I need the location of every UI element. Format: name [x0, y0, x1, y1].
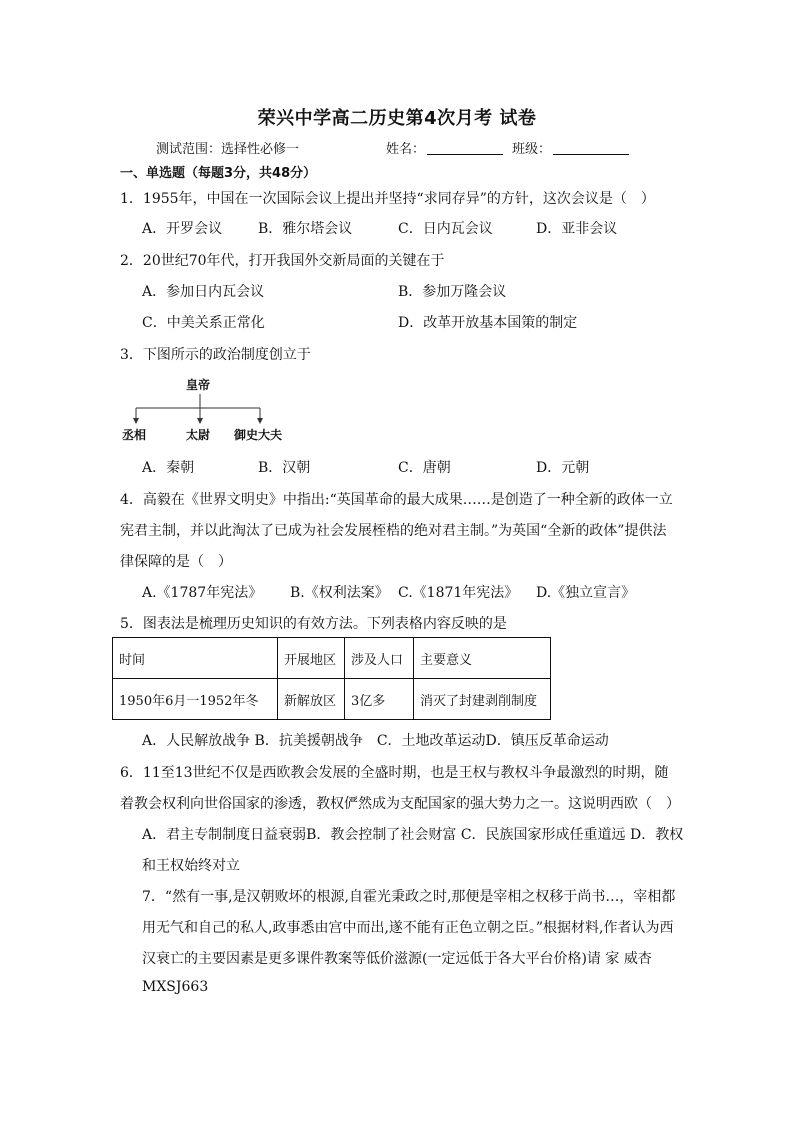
q3-option-b: B．汉朝 — [258, 460, 311, 476]
test-range: 测试范围：选择性必修一 — [156, 142, 300, 157]
name-label: 姓名： — [386, 142, 426, 157]
q6-line-2: 着教会权利向世俗国家的渗透，教权俨然成为支配国家的强大势力之一。这说明西欧（ ） — [120, 796, 680, 812]
node-emperor: 皇帝 — [186, 378, 211, 392]
q6-line-1: 6．11至13世纪不仅是西欧教会发展的全盛时期，也是王权与教权斗争最激烈的时期，随 — [120, 765, 669, 781]
q4-option-b: B.《权利法案》 — [290, 585, 389, 601]
section-heading: 一、单选题（每题3分，共48分） — [120, 166, 317, 181]
q6-line-3: A．君主专制制度日益衰弱B．教会控制了社会财富 C．民族国家形成任重道远 D．教权 — [142, 827, 684, 843]
q3-hierarchy-diagram — [118, 372, 298, 442]
q5-options: A．人民解放战争 B．抗美援朝战争 C．土地改革运动D．镇压反革命运动 — [142, 733, 609, 749]
table-header-cell: 涉及人口 — [345, 638, 414, 679]
q3-option-c: C．唐朝 — [398, 460, 451, 476]
class-field[interactable] — [512, 138, 629, 157]
q4-line-3: 律保障的是（ ） — [120, 554, 232, 570]
class-label: 班级： — [512, 142, 552, 157]
q2-option-b: B．参加万隆会议 — [398, 284, 507, 300]
q7-line-3: 汉衰亡的主要因素是更多课件教案等低价滋源(一定远低于各大平台价格)请 家 威杏 — [142, 951, 652, 967]
q2-option-c: C．中美关系正常化 — [142, 315, 265, 331]
q2-option-a: A．参加日内瓦会议 — [142, 284, 265, 300]
q2-option-d: D．改革开放基本国策的制定 — [398, 315, 578, 331]
q2-stem: 2．20世纪70年代，打开我国外交新局面的关键在于 — [120, 253, 445, 269]
q3-option-d: D．元朝 — [536, 460, 590, 476]
q3-option-a: A．秦朝 — [142, 460, 195, 476]
q7-line-2: 用无气和自己的私人,政事悉由宫中而出,遂不能有正色立朝之臣。”根据材料,作者认为西 — [142, 920, 674, 936]
name-blank[interactable] — [427, 140, 503, 155]
q1-stem: 1．1955年，中国在一次国际会议上提出并坚持“求同存异”的方针，这次会议是（ ） — [120, 191, 655, 207]
table-header-cell: 开展地区 — [278, 638, 345, 679]
table-cell: 1950年6月一1952年冬 — [113, 679, 278, 720]
q7-line-1: 7．“然有一事,是汉朝败坏的根源,自霍光秉政之时,那便是宰相之权移于尚书…，宰相都 — [142, 889, 676, 905]
table-cell: 3亿多 — [345, 679, 414, 720]
q1-option-a: A．开罗会议 — [142, 221, 223, 237]
table-header-cell: 时间 — [113, 638, 278, 679]
table-header-row — [113, 638, 551, 679]
node-chancellor: 丞相 — [122, 428, 147, 442]
exam-title: 荣兴中学高二历史第4次月考 试卷 — [257, 108, 537, 129]
q6-line-4: 和王权始终对立 — [142, 858, 240, 874]
table-cell: 消灭了封建剥削制度 — [414, 679, 551, 720]
node-censor: 御史大夫 — [234, 428, 283, 442]
q1-option-d: D．亚非会议 — [536, 221, 618, 237]
q3-stem: 3．下图所示的政治制度创立于 — [120, 347, 311, 363]
q4-option-d: D.《独立宣言》 — [536, 585, 636, 601]
node-taiwei: 太尉 — [186, 428, 211, 442]
name-field[interactable] — [386, 138, 503, 157]
q4-line-2: 宪君主制，并以此淘汰了已成为社会发展桎梏的绝对君主制。”为英国“全新的政体”提供法 — [120, 523, 667, 539]
q4-option-c: C.《1871年宪法》 — [398, 585, 519, 601]
q1-option-c: C．日内瓦会议 — [398, 221, 493, 237]
q4-line-1: 4．高毅在《世界文明史》中指出:“英国革命的最大成果……是创造了一种全新的政体一立 — [120, 492, 673, 508]
table-header-cell: 主要意义 — [414, 638, 551, 679]
table-cell: 新解放区 — [278, 679, 345, 720]
q1-option-b: B．雅尔塔会议 — [258, 221, 353, 237]
q4-option-a: A.《1787年宪法》 — [142, 585, 263, 601]
table-row — [113, 679, 551, 720]
class-blank[interactable] — [553, 140, 629, 155]
q7-line-4: MXSJ663 — [142, 979, 209, 995]
q5-table — [112, 637, 551, 720]
q5-stem: 5．图表法是梳理历史知识的有效方法。下列表格内容反映的是 — [120, 616, 507, 632]
